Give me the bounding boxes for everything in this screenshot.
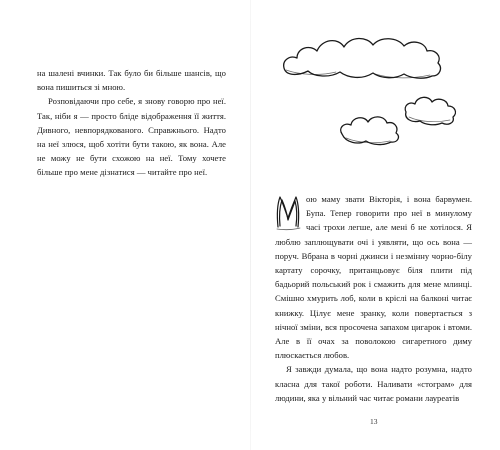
- cloud-middle: [341, 117, 399, 145]
- right-paragraph-1-text: ою маму звати Вікторія, і вона барвумен. Бупа. Тепер говорити про неї в минулому часі трохи легше, але мені б не хотілося. Я люблю заплющувати очі і уявляти, що ось вона — поруч. Вбрана в чорні джинси і незмінну чорно-білу картату сорочку, пританцьовує біля плити під бадьорий польський рок і смажить для мене млинці. Смішно хмурить лоб, коли в кріслі на балконі читає книжку. Цілує мене зранку, коли повертається з нічної зміни, вся просочена запахом цигарок і втоми. Але в її очах за поволокою сигаретного диму плюскається любов.: [275, 194, 472, 361]
- left-paragraph-2: Розповідаючи про себе, я знову говорю про неї. Так, ніби я — просто бліде відображення її життя. Дивного, невпорядкованого. Справжнього. Надто на неї злюся, щоб хотіти бути такою, як вона. Але не можу не бути схожою на неї. Тому хочете більше про мене дізнатися — читайте про неї.: [37, 96, 226, 178]
- right-paragraph-2: Я завжди думала, що вона надто розумна, надто класна для такої роботи. Наливати «стограм» для людини, яка у вільний час читає романи лауреатів: [275, 364, 472, 403]
- page-number: 13: [370, 417, 378, 426]
- clouds-icon: [280, 22, 465, 167]
- cloud-top: [284, 38, 441, 78]
- dropcap: [275, 193, 301, 231]
- right-page: [250, 0, 500, 450]
- dropcap-m-icon: [275, 193, 301, 231]
- right-page-text: [275, 192, 472, 405]
- left-paragraph-1: на шалені вчинки. Так було би більше шансів, що вона пишиться зі мною.: [37, 68, 226, 93]
- right-paragraph-1: [275, 192, 472, 362]
- left-page-text: [37, 66, 226, 180]
